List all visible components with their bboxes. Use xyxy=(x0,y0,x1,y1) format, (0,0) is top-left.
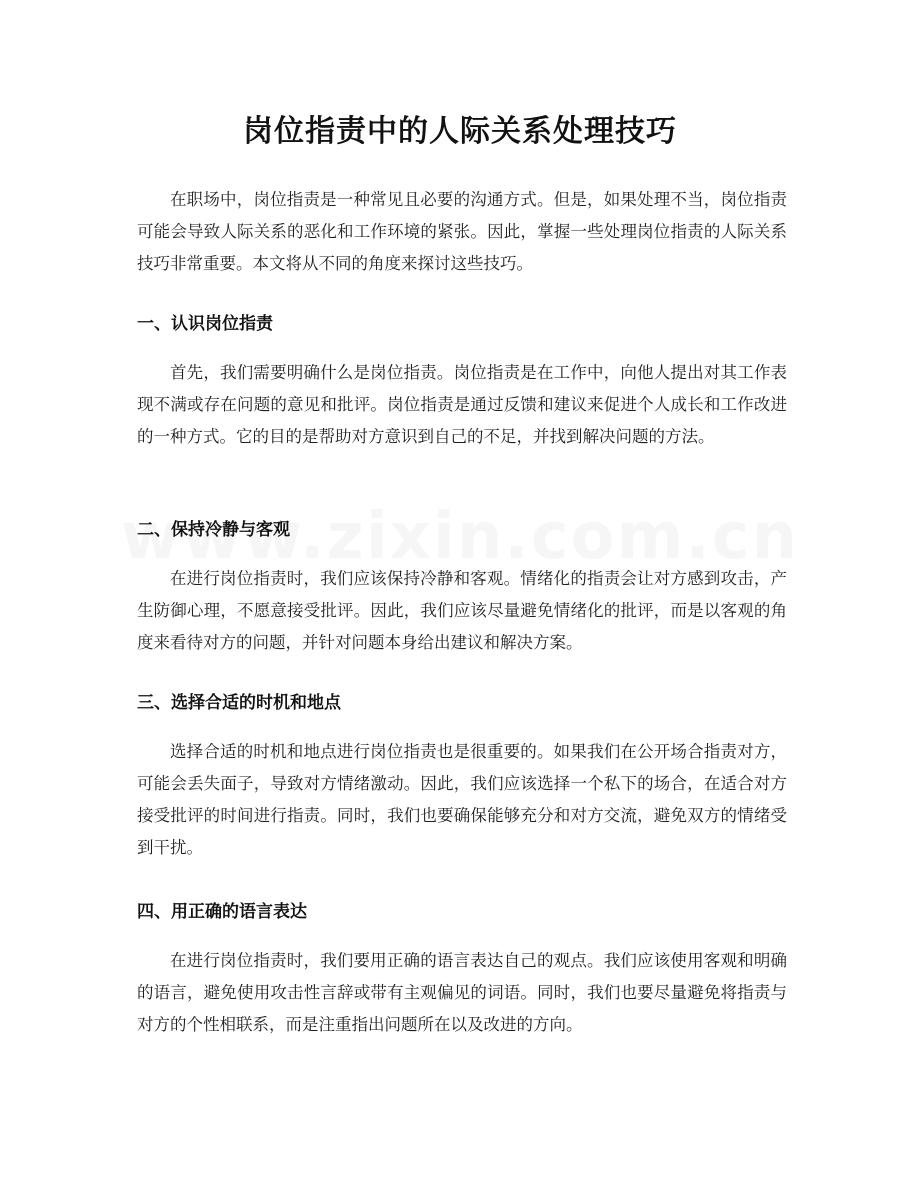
section-heading-2: 二、保持冷静与客观 xyxy=(137,520,290,540)
section-heading-1: 一、认识岗位指责 xyxy=(137,314,273,334)
section-heading-3: 三、选择合适的时机和地点 xyxy=(137,693,341,713)
section-body-1: 首先，我们需要明确什么是岗位指责。岗位指责是在工作中，向他人提出对其工作表现不满或存在问题的意见和批评。岗位指责是通过反馈和建议来促进个人成长和工作改进的一种方式。它的目的是帮助对方意识到自己的不足，并找到解决问题的方法。 xyxy=(137,363,787,446)
page-title: 岗位指责中的人际关系处理技巧 xyxy=(243,114,677,149)
section-body-4: 在进行岗位指责时，我们要用正确的语言表达自己的观点。我们应该使用客观和明确的语言，避免使用攻击性言辞或带有主观偏见的词语。同时，我们也要尽量避免将指责与对方的个性相联系，而是注重指出问题所在以及改进的方向。 xyxy=(137,951,787,1034)
section-heading-4: 四、用正确的语言表达 xyxy=(137,902,307,922)
intro-paragraph: 在职场中，岗位指责是一种常见且必要的沟通方式。但是，如果处理不当，岗位指责可能会导致人际关系的恶化和工作环境的紧张。因此，掌握一些处理岗位指责的人际关系技巧非常重要。本文将从不同的角度来探讨这些技巧。 xyxy=(137,190,787,273)
section-body-3: 选择合适的时机和地点进行岗位指责也是很重要的。如果我们在公开场合指责对方，可能会丢失面子，导致对方情绪激动。因此，我们应该选择一个私下的场合，在适合对方接受批评的时间进行指责。同时，我们也要确保能够充分和对方交流，避免双方的情绪受到干扰。 xyxy=(137,742,787,857)
section-body-2: 在进行岗位指责时，我们应该保持冷静和客观。情绪化的指责会让对方感到攻击，产生防御心理，不愿意接受批评。因此，我们应该尽量避免情绪化的批评，而是以客观的角度来看待对方的问题，并针对问题本身给出建议和解决方案。 xyxy=(137,569,787,652)
